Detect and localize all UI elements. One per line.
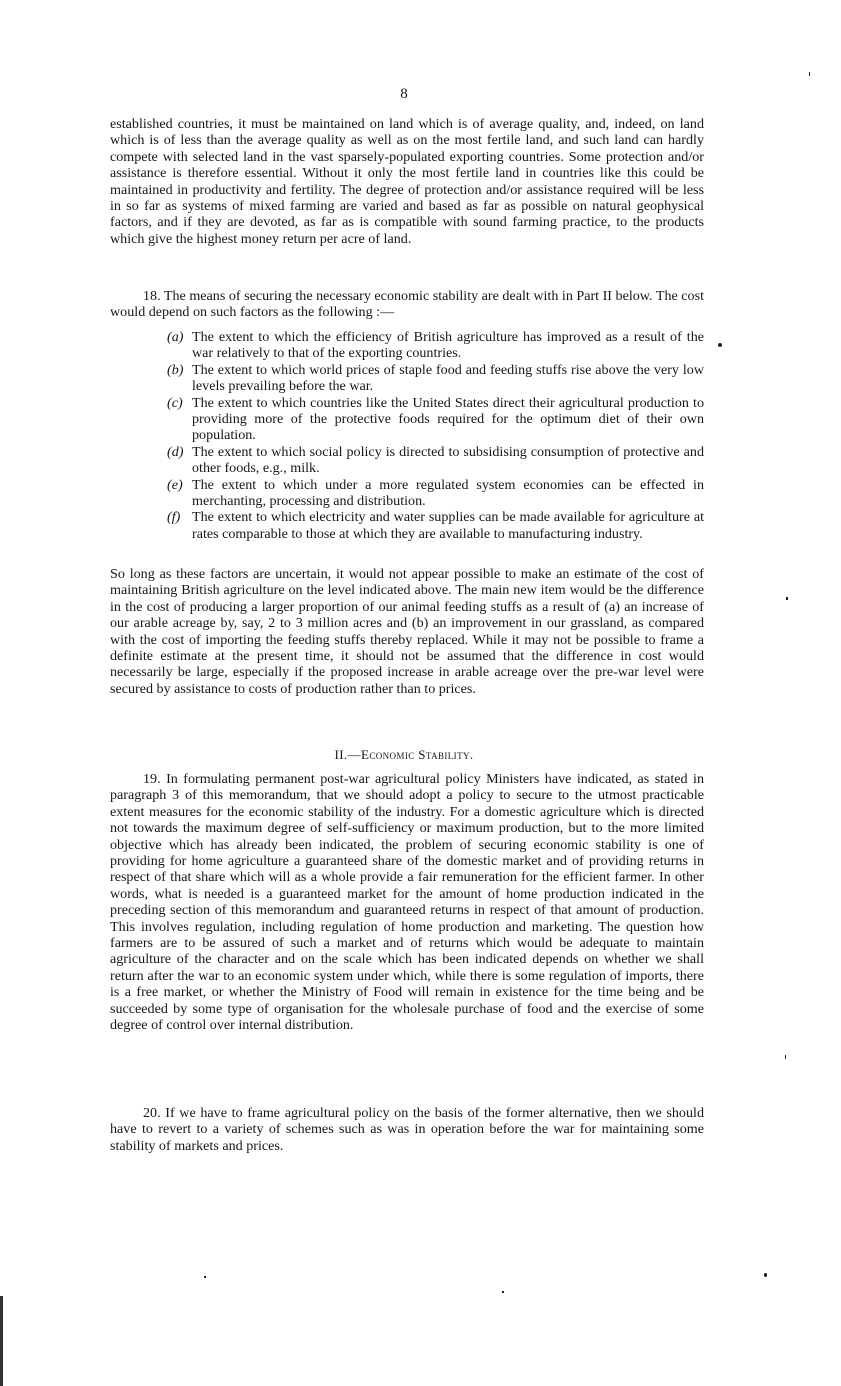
scan-speck [809, 72, 810, 76]
list-item-label: (f) [167, 509, 181, 526]
list-item-text: The extent to which electricity and water supplies can be made available for agriculture at rates comparable to those at which they are available to manufacturing industry. [192, 509, 704, 542]
scan-edge-bar [0, 1296, 3, 1386]
list-item [110, 509, 704, 542]
paragraph-18 [110, 288, 704, 321]
list-item-text: The extent to which under a more regulated system economies can be effected in merchanting, processing and distribution. [192, 476, 704, 510]
list-item [110, 444, 704, 477]
scan-speck [764, 1273, 767, 1277]
section-heading-prefix: II.— [334, 747, 361, 762]
list-item-label: (b) [167, 361, 184, 378]
paragraph-20-text: 20. If we have to frame agricultural policy on the basis of the former alternative, then we should have to revert to a variety of schemes such as was in operation before the war for maintaining some stability of markets and prices. [110, 1105, 704, 1154]
section-heading-text: Economic Stability. [360, 747, 474, 762]
list-item [110, 477, 704, 510]
paragraph-19-text: 19. In formulating permanent post-war agricultural policy Ministers have indicated, as stated in paragraph 3 of this memorandum, that we should adopt a policy to secure to the utmost practicable extent measures for the economic stability of the industry. For a domestic agriculture which is directed not towards the maximum degree of self-sufficiency or maximum production, but to the more limited objective which has already been indicated, the problem of securing economic stability is one of providing for home agriculture a guaranteed share of the domestic market and of providing returns in respect of that share which will as a whole provide a fair remuneration for the efficient farmer. In other words, what is needed is a guaranteed market for the amount of home production indicated in the preceding section of this memorandum and guaranteed returns in respect of that amount of production. This involves regulation, including regulation of home production and marketing. The question how farmers are to be assured of such a market and of returns which would be adequate to maintain agriculture of the character and on the scale which has been indicated depends on whether we shall return after the war to an economic system under which, while there is some regulation of imports, there is a free market, or whether the Ministry of Food will remain in existence for the time being and be succeeded by some type of organisation for the wholesale purchase of food and the exercise of some degree of control over internal distribution. [110, 771, 704, 1034]
paragraph-after-list [110, 566, 704, 697]
paragraph-after-list-text: So long as these factors are uncertain, it would not appear possible to make an estimate of the cost of maintaining British agriculture on the level indicated above. The main new item would be the difference in the cost of producing a larger proportion of our animal feeding stuffs as a result of (a) an increase of our arable acreage by, say, 2 to 3 million acres and (b) an improvement in our grassland, as compared with the cost of importing the feeding stuffs thereby replaced. While it may not be possible to frame a definite estimate at the present time, it should not be assumed that the difference in cost would necessarily be large, especially if the proposed increase in arable acreage over the pre-war level were secured by assistance to costs of production rather than to prices. [110, 566, 704, 697]
list-item-text: The extent to which countries like the United States direct their agricultural production to providing more of the protective foods required for the optimum diet of their own population. [192, 394, 704, 444]
scan-speck [502, 1291, 504, 1293]
scan-speck [718, 343, 722, 347]
list-item [110, 362, 704, 395]
list-item-text: The extent to which social policy is directed to subsidising consumption of protective and other foods, e.g., milk. [192, 443, 704, 477]
factor-list [110, 329, 704, 542]
list-item [110, 329, 704, 362]
paragraph-19 [110, 771, 704, 1034]
list-item-text: The extent to which world prices of staple food and feeding stuffs rise above the very low levels prevailing before the war. [192, 361, 704, 395]
list-item-label: (c) [167, 394, 183, 411]
section-heading [0, 747, 808, 763]
scan-speck [785, 1055, 786, 1059]
paragraph-20 [110, 1105, 704, 1154]
list-item [110, 395, 704, 444]
paragraph-18-text: 18. The means of securing the necessary economic stability are dealt with in Part II below. The cost would depend on such factors as the following :— [110, 288, 704, 321]
scan-speck [786, 597, 788, 600]
paragraph-intro-text: established countries, it must be maintained on land which is of average quality, and, indeed, on land which is of less than the average quality as well as on the most fertile land, and such land can hardly compete with selected land in the vast sparsely-populated exporting countries. Some protection and/or assistance is therefore essential. Without it only the most fertile land in countries like this could be maintained in productivity and fertility. The degree of protection and/or assistance required will be less in so far as systems of mixed farming are varied and based as far as possible on natural geophysical factors, and if they are devoted, as far as is compatible with sound farming practice, to the products which give the highest money return per acre of land. [110, 116, 704, 247]
list-item-label: (d) [167, 443, 184, 460]
scan-speck [204, 1276, 206, 1278]
page-number: 8 [400, 86, 408, 102]
list-item-label: (e) [167, 476, 183, 493]
list-item-label: (a) [167, 329, 184, 345]
paragraph-intro [110, 116, 704, 247]
list-item-text: The extent to which the efficiency of British agriculture has improved as a result of the war relatively to that of the exporting countries. [192, 329, 704, 362]
